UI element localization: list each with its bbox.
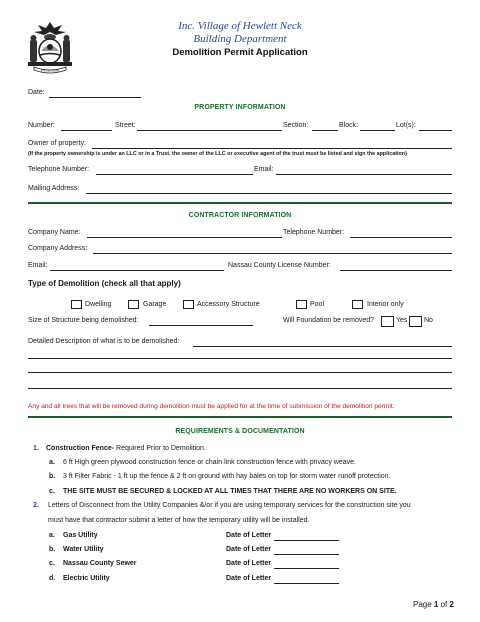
email-label: Email: — [254, 166, 274, 173]
item-2-line-1: Letters of Disconnect from the Utility Companies &/or if you are using temporary services for the construction site you — [48, 502, 411, 509]
company-phone-field[interactable] — [350, 237, 452, 238]
garage-checkbox[interactable] — [128, 300, 139, 309]
utility-d-letter: d. — [49, 575, 56, 582]
item-1-title: Construction Fence- — [46, 445, 115, 452]
number-field[interactable] — [61, 130, 112, 131]
mailing-field[interactable] — [86, 193, 452, 194]
section-divider — [28, 202, 452, 204]
interior-only-label: Interior only — [367, 301, 404, 308]
block-label: Block: — [339, 122, 359, 129]
license-field[interactable] — [340, 270, 452, 271]
email-field[interactable] — [276, 174, 452, 175]
utility-b-letter: b. — [49, 546, 56, 553]
mailing-label: Mailing Address: — [28, 185, 80, 192]
utility-c-name: Nassau County Sewer — [63, 560, 137, 567]
utility-d-date-label: Date of Letter — [226, 575, 272, 582]
owner-label: Owner of property: — [28, 140, 86, 147]
demolition-type-heading: Type of Demolition (check all that apply) — [28, 279, 181, 288]
item-1b-letter: b. — [49, 473, 56, 480]
description-line-1[interactable] — [193, 346, 452, 347]
owner-field[interactable] — [92, 148, 452, 149]
garage-label: Garage — [143, 301, 167, 308]
utility-b-name: Water Utility — [63, 546, 104, 553]
number-label: Number: — [28, 122, 55, 129]
license-label: Nassau County License Number: — [228, 262, 331, 269]
requirements-divider — [28, 416, 452, 418]
pool-checkbox[interactable] — [296, 300, 307, 309]
contractor-email-field[interactable] — [50, 270, 224, 271]
property-info-heading: PROPERTY INFORMATION — [194, 104, 286, 111]
utility-b-date-label: Date of Letter — [226, 546, 272, 553]
utility-a-name: Gas Utility — [63, 532, 98, 539]
foundation-yes-checkbox[interactable] — [381, 316, 394, 327]
utility-c-date-label: Date of Letter — [226, 560, 272, 567]
description-line-4[interactable] — [28, 388, 452, 389]
company-name-field[interactable] — [87, 237, 282, 238]
trees-notice: Any and all trees that will be removed during demolition must be applied for at the time of submission of the demolition permit. — [28, 403, 395, 410]
item-1a-letter: a. — [49, 459, 55, 466]
structure-size-label: Size of Structure being demolished: — [28, 317, 139, 324]
department-name: Building Department — [193, 33, 287, 45]
company-address-field[interactable] — [93, 253, 452, 254]
item-1c-letter: c. — [49, 488, 55, 495]
item-2-line-2: must have that contractor submit a letter of how the temporary utility will be installed. — [48, 517, 310, 524]
foundation-no-label: No — [424, 317, 433, 324]
company-address-label: Company Address: — [28, 245, 88, 252]
contractor-email-label: Email: — [28, 262, 48, 269]
utility-c-letter: c. — [49, 560, 55, 567]
village-name: Inc. Village of Hewlett Neck — [178, 20, 302, 32]
contractor-info-heading: CONTRACTOR INFORMATION — [188, 212, 292, 219]
page-word: Page — [413, 600, 432, 609]
telephone-label: Telephone Number: — [28, 166, 90, 173]
page-of: of — [440, 600, 448, 609]
date-label: Date: — [28, 89, 45, 96]
utility-b-date-field[interactable] — [274, 554, 339, 555]
accessory-structure-label: Accessory Structure — [197, 301, 260, 308]
requirements-heading: REQUIREMENTS & DOCUMENTATION — [175, 428, 305, 435]
dwelling-label: Dwelling — [85, 301, 112, 308]
item-1a-text: 6 ft High green plywood construction fence or chain link construction fence with privacy weave. — [63, 459, 356, 466]
item-1c-text: THE SITE MUST BE SECURED & LOCKED AT ALL TIMES THAT THERE ARE NO WORKERS ON SITE. — [63, 488, 397, 495]
svg-text:EXCELSIOR: EXCELSIOR — [40, 68, 60, 73]
utility-a-date-field[interactable] — [274, 540, 339, 541]
page-number — [413, 600, 454, 609]
company-phone-label: Telephone Number: — [283, 229, 345, 236]
lots-label: Lot(s): — [396, 122, 416, 129]
description-line-3[interactable] — [28, 372, 452, 373]
street-field[interactable] — [137, 130, 282, 131]
foundation-label: Will Foundation be removed? — [283, 317, 375, 324]
telephone-field[interactable] — [96, 174, 253, 175]
date-field[interactable] — [49, 97, 141, 98]
page-total: 2 — [449, 600, 454, 609]
pool-label: Pool — [310, 301, 325, 308]
foundation-no-checkbox[interactable] — [409, 316, 422, 327]
item-2-number: 2. — [33, 502, 39, 509]
section-field[interactable] — [312, 130, 338, 131]
accessory-structure-checkbox[interactable] — [183, 300, 194, 309]
description-line-2[interactable] — [28, 358, 452, 359]
page-current: 1 — [433, 600, 439, 609]
section-label: Section: — [283, 122, 309, 129]
street-label: Street: — [115, 122, 136, 129]
utility-d-name: Electric Utility — [63, 575, 110, 582]
dwelling-checkbox[interactable] — [71, 300, 82, 309]
item-1-desc: Required Prior to Demolition. — [114, 445, 206, 452]
item-1-number: 1. — [33, 445, 39, 452]
description-label: Detailed Description of what is to be demolished: — [28, 338, 180, 345]
owner-note: (If the property ownership is under an LLC or in a Trust, the owner of the LLC or executive agent of the trust must be listed and sign the application) — [28, 151, 407, 157]
interior-only-checkbox[interactable] — [352, 300, 363, 309]
block-field[interactable] — [360, 130, 395, 131]
company-name-label: Company Name: — [28, 229, 81, 236]
lots-field[interactable] — [419, 130, 452, 131]
foundation-yes-label: Yes — [396, 317, 408, 324]
item-1-text — [46, 445, 206, 452]
utility-a-letter: a. — [49, 532, 55, 539]
item-1b-text: 3 ft Filter Fabric - 1 ft up the fence & 2 ft on ground with hay bales on top for storm water runoff protection. — [63, 473, 391, 480]
page-title: Demolition Permit Application — [172, 47, 308, 58]
utility-c-date-field[interactable] — [274, 568, 339, 569]
structure-size-field[interactable] — [149, 325, 253, 326]
utility-a-date-label: Date of Letter — [226, 532, 272, 539]
utility-d-date-field[interactable] — [274, 583, 339, 584]
